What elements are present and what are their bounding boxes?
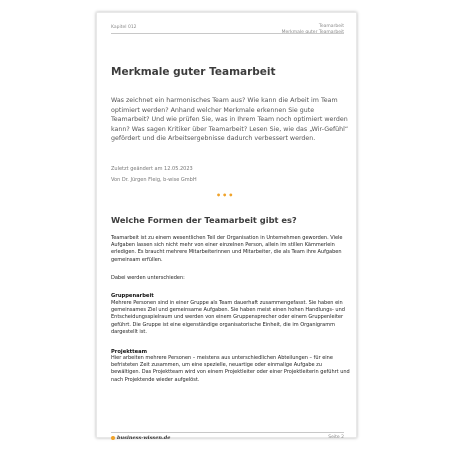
projektteam-text: Hier arbeiten mehrere Personen – meistens aus unterschiedlichen Abteilungen – für eine befristeten Zeit zusammen, um eine spezielle, neuartige oder einmalige Aufgabe zu bewältigen. Das Projektteam wird von einem Projektleiter oder einer Projektleiterin geführt und nach Projektende wieder aufgelöst. [111, 355, 350, 383]
subheading-projektteam: Projektteam [111, 349, 148, 355]
updated-date: Zuletzt geändert am 12.05.2023 [111, 166, 193, 172]
header-breadcrumb [282, 24, 344, 36]
author-line: Von Dr. Jürgen Fleig, b-wise GmbH [111, 177, 197, 183]
document-page [96, 12, 357, 441]
subheading-gruppenarbeit: Gruppenarbeit [111, 293, 154, 299]
section-paragraph: Teamarbeit ist zu einem wesentlichen Teil der Organisation in Unternehmen geworden. Viele Aufgaben lassen sich nicht mehr von einer einzelnen Person, allein im stillen Kämmerlein erledigen. Es braucht mehrere Mitarbeiterinnen und Mitarbeiter, die als Team ihre Aufgaben gemeinsam erfüllen. [111, 235, 343, 263]
section-heading: Welche Formen der Teamarbeit gibt es? [111, 215, 297, 225]
footer-divider [111, 432, 344, 433]
header-chapter: Kapitel 012 [111, 25, 137, 30]
separator-dots: ••• [216, 191, 235, 200]
article-title: Merkmale guter Teamarbeit [111, 66, 276, 78]
footer-logo [111, 435, 170, 441]
logo-text: business-wissen.de [117, 435, 171, 441]
logo-dot-icon [111, 436, 115, 440]
article-intro: Was zeichnet ein harmonisches Team aus? Wie kann die Arbeit im Team optimiert werden? Anhand welcher Merkmale erkennen Sie gute Teamarbeit? Und wie prüfen Sie, was in Ihrem Team noch optimiert werden kann? Was sagen Kritiker über Teamarbeit? Lesen Sie, wie das „Wir-Gefühl“ gefördert und die Arbeitsergebnisse dadurch verbessert werden. [111, 97, 349, 143]
section-paragraph: Dabei werden unterschieden: [111, 275, 185, 281]
header-section: Teamarbeit [318, 24, 344, 29]
header-divider [111, 33, 344, 34]
header-subsection: Merkmale guter Teamarbeit [281, 30, 344, 35]
gruppenarbeit-text: Mehrere Personen sind in einer Gruppe als Team dauerhaft zusammengefasst. Sie haben ein gemeinsames Ziel und gemeinsame Aufgaben. Sie haben meist einen hohen Handlungs- und Entscheidungsspielraum und werden von einem Gruppensprecher oder einem Gruppenleiter geführt. Die Gruppe ist eine eigenständige organisatorische Einheit, die im Organigramm dargestellt ist. [111, 300, 345, 335]
page-number: Seite 2 [328, 435, 344, 440]
